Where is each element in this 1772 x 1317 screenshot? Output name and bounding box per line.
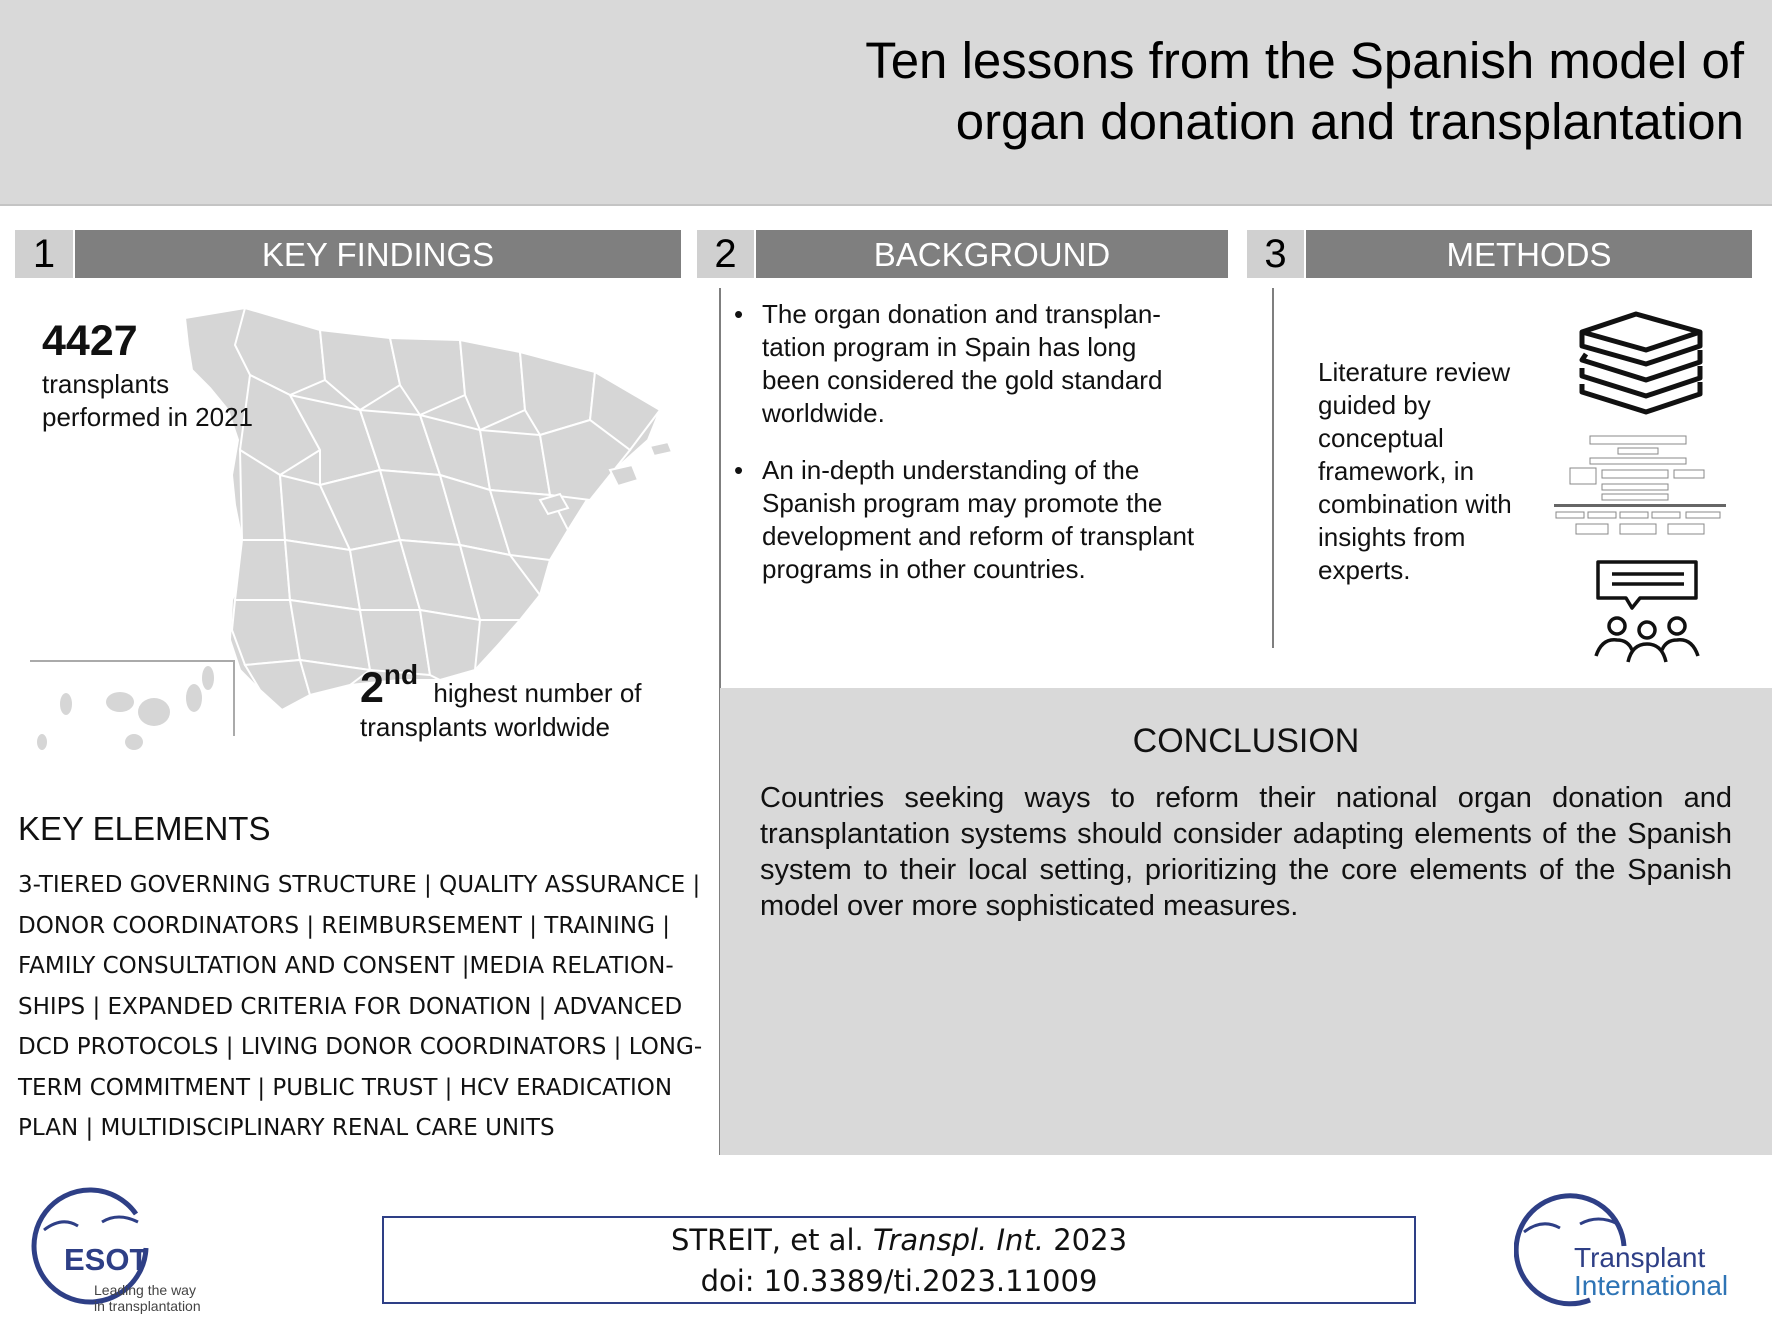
bullet-2-line: development and reform of transplant: [762, 521, 1195, 551]
section-1-title: KEY FINDINGS: [75, 230, 681, 278]
ranking-suffix: nd: [383, 659, 419, 690]
transplants-count: 4427: [42, 317, 138, 365]
page-title: [444, 30, 1744, 152]
key-elements-line: DONOR COORDINATORS | REIMBURSEMENT | TRAINING |: [18, 912, 670, 939]
key-elements-line: DCD PROTOCOLS | LIVING DONOR COORDINATORS | LONG-: [18, 1034, 703, 1060]
bullet-1-line: worldwide.: [762, 398, 885, 428]
methods-line: Literature review: [1318, 357, 1511, 387]
key-elements-line: TERM COMMITMENT | PUBLIC TRUST | HCV ERADICATION: [18, 1074, 673, 1101]
transplants-label-line-1: transplants: [42, 369, 170, 399]
background-bullets: [722, 298, 1242, 610]
ranking-number: 2: [360, 664, 384, 712]
methods-text: [1318, 356, 1558, 587]
methods-line: conceptual: [1318, 423, 1444, 453]
key-elements-heading: KEY ELEMENTS: [18, 810, 271, 847]
background-bullet-2: [722, 454, 1242, 586]
transplants-label-line-2: performed in 2021: [42, 402, 254, 432]
bullet-1-line: tation program in Spain has long: [762, 332, 1137, 362]
key-elements-line: FAMILY CONSULTATION AND CONSENT |MEDIA RELATION-: [18, 953, 674, 979]
esot-name: ESOT: [64, 1242, 149, 1277]
ti-line-1: Transplant: [1574, 1242, 1706, 1273]
methods-line: combination with: [1318, 489, 1512, 519]
key-elements-line: SHIPS | EXPANDED CRITERIA FOR DONATION | ADVANCED: [18, 993, 683, 1020]
transplant-international-logo: [1514, 1190, 1770, 1314]
section-3-number: 3: [1247, 230, 1304, 278]
section-2-title: BACKGROUND: [756, 230, 1228, 278]
bullet-2-line: Spanish program may promote the: [762, 488, 1163, 518]
bullet-1-line: • The organ donation and transplan-: [762, 299, 1161, 329]
conclusion-title: CONCLUSION: [1132, 722, 1360, 760]
bullet-2-line: programs in other countries.: [762, 554, 1086, 584]
esot-tagline-line: in transplantation: [94, 1298, 201, 1314]
methods-line: experts.: [1318, 555, 1411, 585]
canary-islands-inset-icon: [22, 658, 242, 758]
background-bullet-1: [722, 298, 1242, 430]
title-line-1: Ten lessons from the Spanish model of: [865, 32, 1744, 89]
section-3-title: METHODS: [1306, 230, 1752, 278]
books-icon: [1578, 310, 1704, 416]
ranking-line-1: highest number of: [433, 678, 642, 708]
discussion-group-icon: [1592, 560, 1702, 664]
title-line-2: organ donation and transplantation: [955, 93, 1744, 150]
citation-authors: STREIT, et al.: [670, 1223, 864, 1257]
bullet-2-line: • An in-depth understanding of the: [762, 455, 1140, 485]
key-elements-line: PLAN | MULTIDISCIPLINARY RENAL CARE UNITS: [18, 1115, 555, 1141]
bullet-1-line: been considered the gold standard: [762, 365, 1163, 395]
methods-line: framework, in: [1318, 456, 1475, 486]
methods-line: insights from: [1318, 522, 1466, 552]
framework-diagram-icon: [1552, 432, 1728, 538]
esot-tagline-line: Leading the way: [94, 1282, 196, 1298]
column-divider-2: [1272, 288, 1274, 648]
esot-logo: [26, 1186, 226, 1314]
transplants-label: [42, 368, 253, 434]
section-2-number: 2: [697, 230, 754, 278]
key-elements-list: [18, 865, 708, 1149]
citation-box: [382, 1216, 1416, 1304]
ranking-stat: [360, 658, 690, 744]
methods-line: guided by: [1318, 390, 1431, 420]
esot-tagline: [94, 1282, 201, 1314]
ranking-line-2: transplants worldwide: [360, 712, 611, 742]
citation-year: 2023: [1053, 1223, 1128, 1257]
key-elements-line: 3-TIERED GOVERNING STRUCTURE | QUALITY ASSURANCE |: [18, 872, 701, 898]
citation-doi[interactable]: doi: 10.3389/ti.2023.11009: [700, 1264, 1098, 1298]
citation-journal: Transpl. Int.: [872, 1223, 1045, 1257]
section-1-number: 1: [15, 230, 73, 278]
conclusion-text: Countries seeking ways to reform their national organ donation and transplantation systems should consider adapting elements of the Spanish system to their local setting, prioritizing the core elements of the Spanish model over more sophisticated measures.: [760, 782, 1732, 922]
ti-line-2: International: [1574, 1270, 1729, 1301]
